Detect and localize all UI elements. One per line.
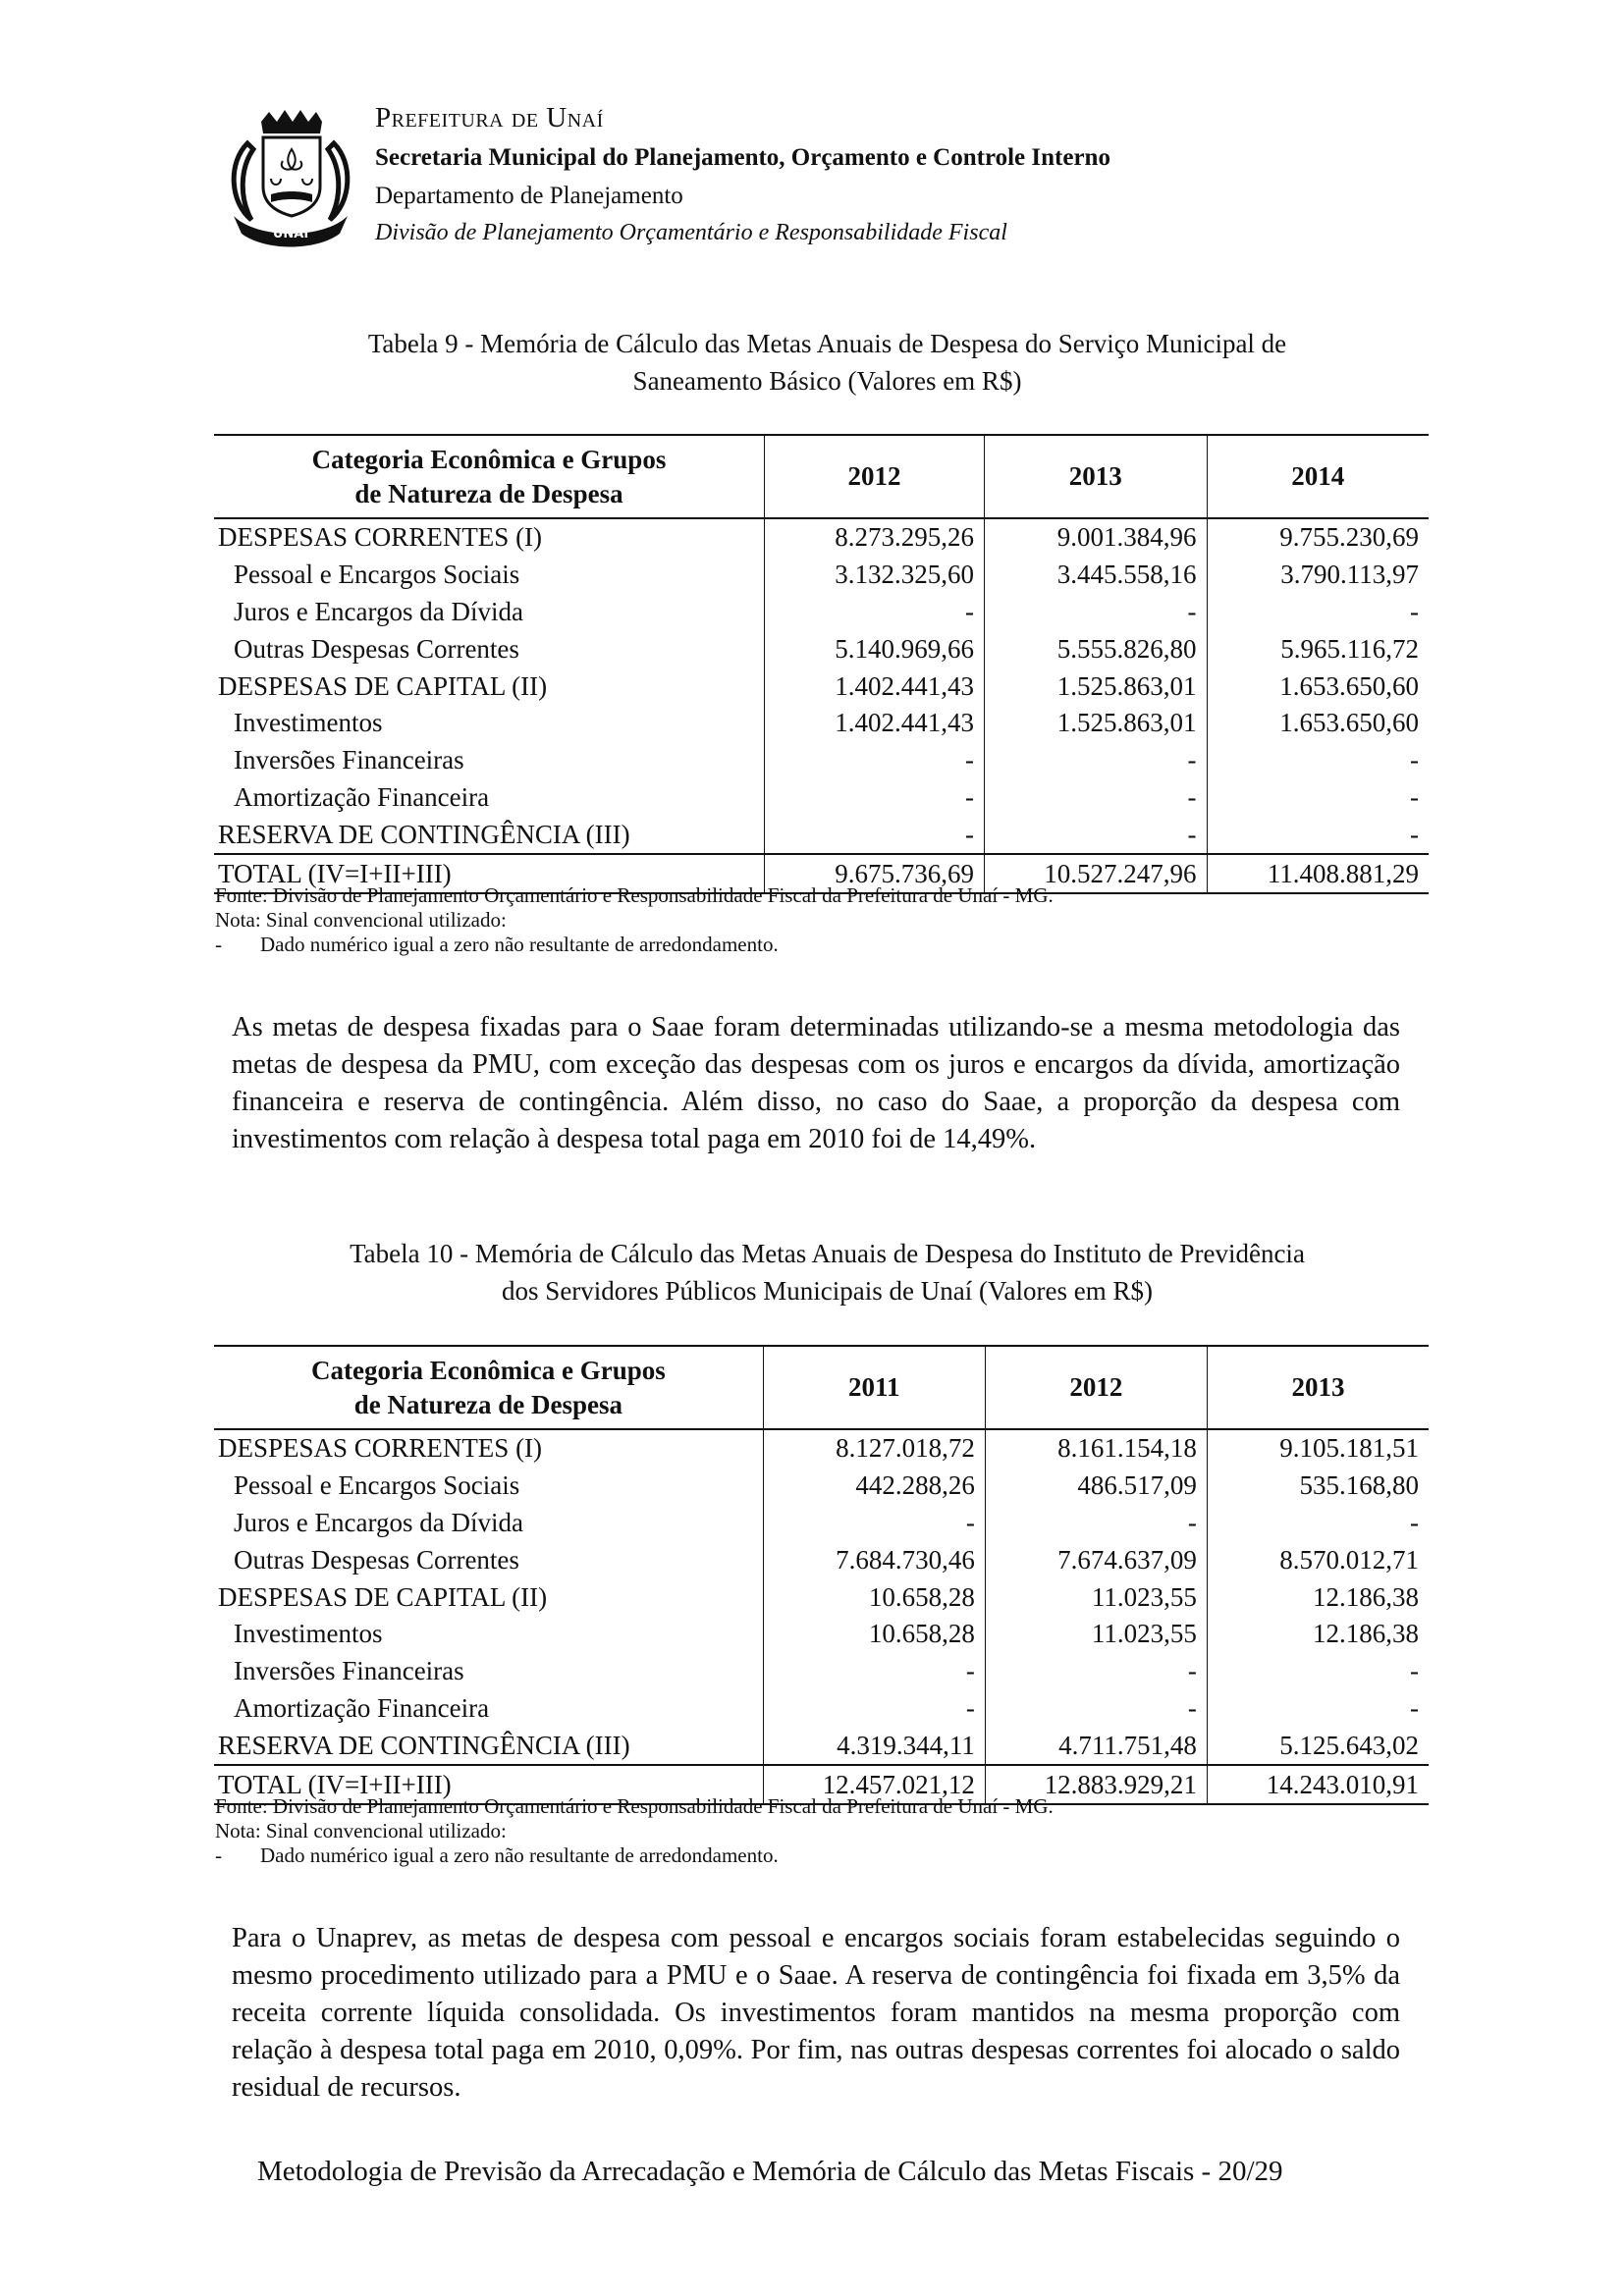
table-row <box>214 630 1429 667</box>
row-label: DESPESAS CORRENTES (I) <box>218 522 543 553</box>
value-cell: 5.555.826,80 <box>984 630 1207 667</box>
value-cell: 4.319.344,11 <box>763 1727 985 1765</box>
table-row <box>214 1429 1429 1468</box>
row-label: RESERVA DE CONTINGÊNCIA (III) <box>218 819 630 849</box>
value-cell: 486.517,09 <box>985 1468 1207 1505</box>
convention-note: Nota: Sinal convencional utilizado: <box>215 908 507 932</box>
convention-item <box>215 933 1054 957</box>
table10-caption-line2: dos Servidores Públicos Municipais de Unaí (Valores em R$) <box>502 1276 1153 1306</box>
value-cell: - <box>764 742 984 779</box>
category-header <box>214 1346 763 1429</box>
table-row <box>214 742 1429 779</box>
table-row <box>214 667 1429 705</box>
value-cell: - <box>1207 779 1429 817</box>
value-cell: 7.684.730,46 <box>763 1541 985 1578</box>
value-cell: 1.402.441,43 <box>764 667 984 705</box>
source-note: Fonte: Divisão de Planejamento Orçamentário e Responsabilidade Fiscal da Prefeitura de Unaí - MG. <box>215 883 1054 907</box>
value-cell: 9.105.181,51 <box>1207 1429 1429 1468</box>
value-cell: 9.001.384,96 <box>984 518 1207 557</box>
row-label: Juros e Encargos da Dívida <box>234 596 523 626</box>
org-name: Prefeitura de Unaí <box>375 102 604 133</box>
table9-caption-line1: Tabela 9 - Memória de Cálculo das Metas Anuais de Despesa do Serviço Municipal de <box>367 329 1287 358</box>
source-note: Fonte: Divisão de Planejamento Orçamentário e Responsabilidade Fiscal da Prefeitura de Unaí - MG. <box>215 1794 1054 1818</box>
value-cell: - <box>985 1690 1207 1728</box>
value-cell: 8.127.018,72 <box>763 1429 985 1468</box>
convention-desc: Dado numérico igual a zero não resultante de arredondamento. <box>260 1843 779 1867</box>
row-label: Outras Despesas Correntes <box>234 633 519 664</box>
value-cell: - <box>985 1505 1207 1542</box>
value-cell: 7.674.637,09 <box>985 1541 1207 1578</box>
table-row <box>214 1727 1429 1765</box>
row-label: TOTAL (IV=I+II+III) <box>214 854 764 893</box>
value-cell: - <box>985 1653 1207 1690</box>
page-footer: Metodologia de Previsão da Arrecadação e Memória de Cálculo das Metas Fiscais - 20/29 <box>257 2156 1283 2187</box>
table9-caption <box>226 325 1429 400</box>
value-cell: - <box>1207 1505 1429 1542</box>
table-row <box>214 518 1429 557</box>
value-cell: 442.288,26 <box>763 1468 985 1505</box>
value-cell: 11.023,55 <box>985 1578 1207 1616</box>
body-paragraph: As metas de despesa fixadas para o Saae foram determinadas utilizando-se a mesma metodologia das metas de despesa da PMU, com exceção das despesas com os juros e encargos da dívida, amortização financeira e reserva de contingência. Além disso, no caso do Saae, a proporção da despesa com investimentos com relação à despesa total paga em 2010 foi de 14,49%. <box>232 1012 1400 1154</box>
table-row <box>214 705 1429 742</box>
department-name: Departamento de Planejamento <box>375 183 683 209</box>
table-row <box>214 816 1429 854</box>
row-label: Investimentos <box>234 708 383 738</box>
value-cell: 12.457.021,12 <box>763 1765 985 1804</box>
table-row <box>214 1578 1429 1616</box>
value-cell: 11.023,55 <box>985 1616 1207 1653</box>
value-cell: - <box>1207 742 1429 779</box>
convention-note: Nota: Sinal convencional utilizado: <box>215 1819 507 1842</box>
table9 <box>214 434 1429 894</box>
value-cell: 11.408.881,29 <box>1207 854 1429 893</box>
value-cell: 3.790.113,97 <box>1207 557 1429 594</box>
value-cell: 12.186,38 <box>1207 1578 1429 1616</box>
value-cell: - <box>763 1505 985 1542</box>
table10-notes <box>215 1794 1054 1868</box>
division-name: Divisão de Planejamento Orçamentário e Responsabilidade Fiscal <box>375 220 1007 245</box>
table9-caption-line2: Saneamento Básico (Valores em R$) <box>632 366 1022 396</box>
table10 <box>214 1345 1429 1805</box>
value-cell: - <box>984 816 1207 854</box>
convention-symbol: - <box>215 1843 222 1867</box>
table-row <box>214 594 1429 631</box>
value-cell: - <box>764 816 984 854</box>
value-cell: 535.168,80 <box>1207 1468 1429 1505</box>
value-cell: - <box>763 1690 985 1728</box>
year-header: 2013 <box>984 435 1207 518</box>
year-header: 2012 <box>985 1346 1207 1429</box>
value-cell: 4.711.751,48 <box>985 1727 1207 1765</box>
row-label: Outras Despesas Correntes <box>234 1544 519 1575</box>
convention-symbol: - <box>215 933 222 956</box>
year-header: 2013 <box>1207 1346 1429 1429</box>
value-cell: - <box>984 742 1207 779</box>
category-header <box>214 435 764 518</box>
value-cell: 1.402.441,43 <box>764 705 984 742</box>
value-cell: - <box>763 1653 985 1690</box>
row-label: RESERVA DE CONTINGÊNCIA (III) <box>218 1730 630 1760</box>
value-cell: 5.125.643,02 <box>1207 1727 1429 1765</box>
row-label: Pessoal e Encargos Sociais <box>234 560 520 590</box>
convention-desc: Dado numérico igual a zero não resultante de arredondamento. <box>260 933 779 956</box>
row-label: TOTAL (IV=I+II+III) <box>214 1765 763 1804</box>
logo-band-text: UNAÍ <box>272 227 309 241</box>
table-row <box>214 1616 1429 1653</box>
table9-notes <box>215 883 1054 957</box>
value-cell: 10.527.247,96 <box>984 854 1207 893</box>
value-cell: - <box>1207 816 1429 854</box>
table10-header-row <box>214 1346 1429 1429</box>
value-cell: 8.570.012,71 <box>1207 1541 1429 1578</box>
value-cell: 14.243.010,91 <box>1207 1765 1429 1804</box>
value-cell: - <box>764 594 984 631</box>
value-cell: - <box>1207 1653 1429 1690</box>
value-cell: 9.675.736,69 <box>764 854 984 893</box>
table-row <box>214 1541 1429 1578</box>
row-label: Inversões Financeiras <box>234 745 464 775</box>
secretariat-name: Secretaria Municipal do Planejamento, Orçamento e Controle Interno <box>375 144 1110 171</box>
row-label: Amortização Financeira <box>234 1692 490 1723</box>
category-header-line1: Categoria Econômica e Grupos <box>311 444 667 474</box>
value-cell: 12.883.929,21 <box>985 1765 1207 1804</box>
value-cell: - <box>1207 594 1429 631</box>
table-row <box>214 557 1429 594</box>
value-cell: 5.965.116,72 <box>1207 630 1429 667</box>
row-label: DESPESAS CORRENTES (I) <box>218 1433 543 1464</box>
value-cell: - <box>1207 1690 1429 1728</box>
row-label: Juros e Encargos da Dívida <box>234 1507 523 1537</box>
row-label: Inversões Financeiras <box>234 1656 464 1686</box>
row-label: Investimentos <box>234 1619 383 1649</box>
value-cell: 12.186,38 <box>1207 1616 1429 1653</box>
body-paragraph: Para o Unaprev, as metas de despesa com pessoal e encargos sociais foram estabelecidas seguindo o mesmo procedimento utilizado para a PMU e o Saae. A reserva de contingência foi fixada em 3,5% da receita corrente líquida consolidada. Os investimentos foram mantidos na mesma proporção com relação à despesa total paga em 2010, 0,09%. Por fim, nas outras despesas correntes foi alocado o saldo residual de recursos. <box>232 1923 1400 2103</box>
value-cell: 3.132.325,60 <box>764 557 984 594</box>
table10-caption <box>226 1235 1429 1309</box>
table-row <box>214 1468 1429 1505</box>
category-header-line2: de Natureza de Despesa <box>354 478 623 508</box>
table9-header-row <box>214 435 1429 518</box>
convention-item <box>215 1843 1054 1868</box>
value-cell: 1.525.863,01 <box>984 705 1207 742</box>
year-header: 2012 <box>764 435 984 518</box>
value-cell: 10.658,28 <box>763 1616 985 1653</box>
table-row <box>214 779 1429 817</box>
value-cell: 8.161.154,18 <box>985 1429 1207 1468</box>
value-cell: 1.653.650,60 <box>1207 705 1429 742</box>
value-cell: 9.755.230,69 <box>1207 518 1429 557</box>
value-cell: 1.525.863,01 <box>984 667 1207 705</box>
value-cell: - <box>984 594 1207 631</box>
table-row <box>214 1653 1429 1690</box>
value-cell: 5.140.969,66 <box>764 630 984 667</box>
value-cell: - <box>984 779 1207 817</box>
value-cell: 10.658,28 <box>763 1578 985 1616</box>
table10-caption-line1: Tabela 10 - Memória de Cálculo das Metas Anuais de Despesa do Instituto de Previdência <box>350 1239 1305 1268</box>
row-label: Pessoal e Encargos Sociais <box>234 1470 520 1501</box>
row-label: DESPESAS DE CAPITAL (II) <box>218 1581 548 1612</box>
table-row <box>214 1690 1429 1728</box>
year-header: 2014 <box>1207 435 1429 518</box>
category-header-line1: Categoria Econômica e Grupos <box>311 1355 666 1385</box>
value-cell: 8.273.295,26 <box>764 518 984 557</box>
value-cell: 1.653.650,60 <box>1207 667 1429 705</box>
table-row <box>214 1505 1429 1542</box>
row-label: Amortização Financeira <box>234 781 490 812</box>
value-cell: 3.445.558,16 <box>984 557 1207 594</box>
year-header: 2011 <box>763 1346 985 1429</box>
coat-of-arms-icon <box>218 104 363 249</box>
value-cell: - <box>764 779 984 817</box>
category-header-line2: de Natureza de Despesa <box>353 1389 622 1419</box>
row-label: DESPESAS DE CAPITAL (II) <box>218 670 548 701</box>
